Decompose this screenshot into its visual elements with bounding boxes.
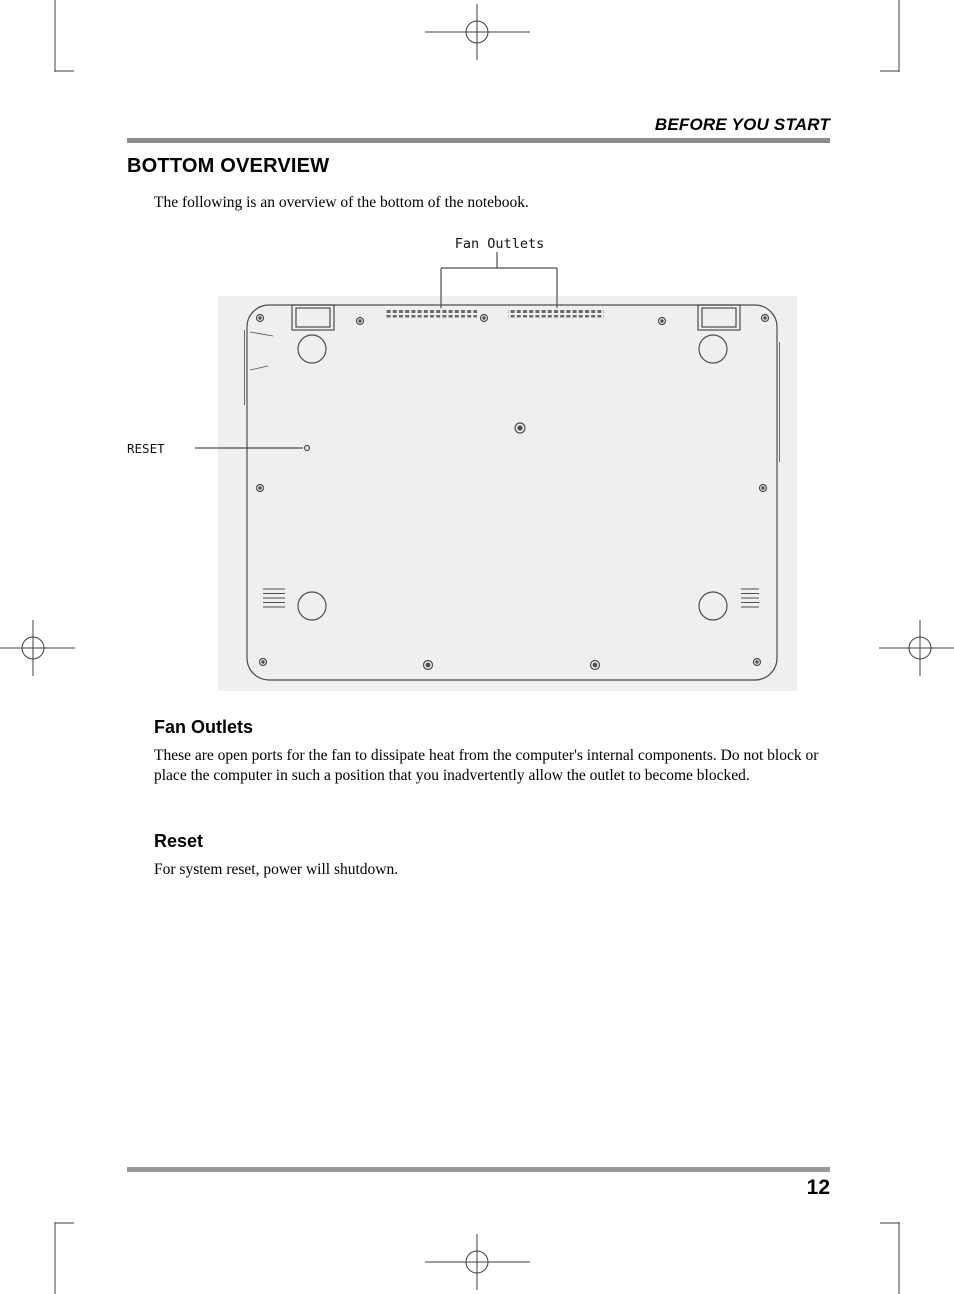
section-title: BOTTOM OVERVIEW	[127, 155, 330, 177]
header-rule	[127, 138, 830, 143]
registration-mark-right	[874, 613, 954, 683]
fan-vents-right	[508, 309, 604, 318]
crop-mark-bottom-right	[864, 1204, 954, 1294]
page-number: 12	[806, 1176, 830, 1199]
diagram-background	[218, 296, 797, 691]
fan-outlets-heading: Fan Outlets	[154, 717, 254, 737]
registration-mark-bottom-center	[417, 1224, 537, 1294]
registration-mark-top-center	[417, 0, 537, 70]
crop-mark-top-right	[864, 0, 954, 90]
intro-text: The following is an overview of the bottom of the notebook.	[154, 194, 529, 211]
reset-callout-label: RESET	[127, 441, 165, 456]
fan-outlets-body: These are open ports for the fan to dissipate heat from the computer's internal components. Do not block or place the computer in such a position that you inadvertently allow the outlet to become blocked.	[154, 747, 819, 784]
crop-mark-bottom-left	[0, 1204, 90, 1294]
fan-vents-left	[385, 309, 477, 318]
fan-outlets-callout-label: Fan Outlets	[454, 236, 545, 252]
registration-mark-left	[0, 613, 80, 683]
reset-heading: Reset	[154, 831, 204, 851]
crop-mark-top-left	[0, 0, 90, 90]
reset-body: For system reset, power will shutdown.	[154, 861, 399, 878]
page-header: BEFORE YOU START	[654, 115, 830, 134]
bottom-view-diagram	[120, 230, 810, 695]
footer-rule	[127, 1167, 830, 1172]
